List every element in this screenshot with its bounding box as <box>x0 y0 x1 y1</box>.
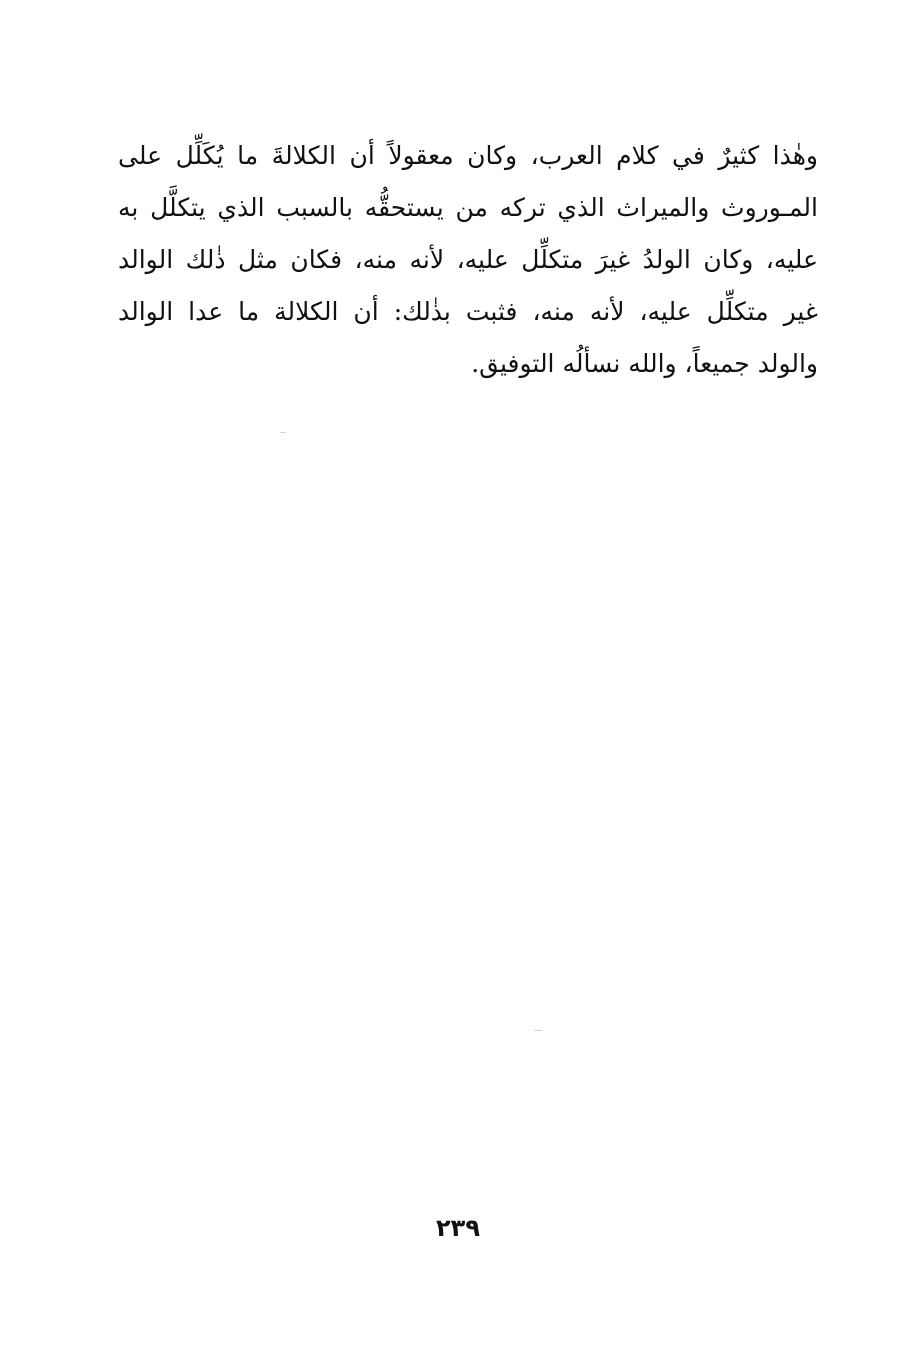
page-number: ٢٣٩ <box>436 1214 480 1242</box>
scan-speck <box>534 1030 542 1031</box>
scan-speck <box>280 432 286 433</box>
body-paragraph <box>118 130 818 390</box>
paragraph-line-4: غير متكلِّل عليه، لأنه منه، فثبت بذٰلك: أن الكلالة ما عدا الوالد <box>118 297 818 326</box>
paragraph-line-3: عليه، وكان الولدُ غيرَ متكلِّل عليه، لأنه منه، فكان مثل ذٰلك الوالد <box>118 245 818 274</box>
paragraph-line-2: المـوروث والميراث الذي تركه من يستحقُّه بالسبب الذي يتكلَّل به <box>118 193 818 222</box>
paragraph-line-5: والولد جميعاً، والله نسألُه التوفيق. <box>471 349 818 378</box>
paragraph-line-1: وهٰذا كثيرٌ في كلام العرب، وكان معقولاً أن الكلالةَ ما يُكَلِّل على <box>118 141 818 170</box>
